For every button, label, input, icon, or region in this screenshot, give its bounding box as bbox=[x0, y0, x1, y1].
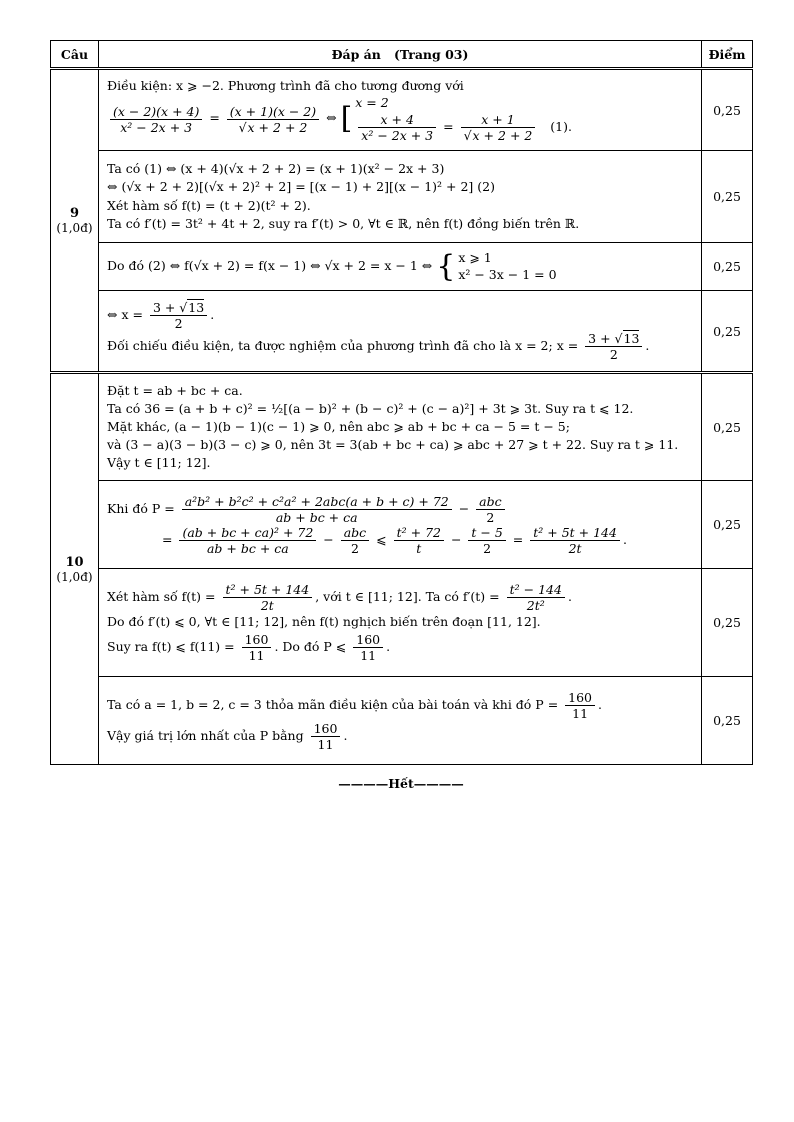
q10-step-1: Đặt t = ab + bc + ca. bbox=[107, 382, 243, 398]
q10-step-3: Mặt khác, (a − 1)(b − 1)(c − 1) ⩾ 0, nên abc ⩾ ab + bc + ca − 5 = t − 5; bbox=[107, 418, 570, 434]
q10-monotonic: Do đó f′(t) ⩽ 0, ∀t ∈ [11; 12], nên f(t) nghịch biến trên đoạn [11, 12]. bbox=[107, 614, 541, 630]
q10-f-derivative: , với t ∈ [11; 12]. Ta có f′(t) = bbox=[315, 589, 500, 605]
q10-max: Vậy giá trị lớn nhất của P bằng bbox=[107, 727, 304, 743]
q10-label bbox=[51, 373, 99, 765]
q10-step-4: và (3 − a)(3 − b)(3 − c) ⩾ 0, nên 3t = 3(ab + bc + ca) ⩾ abc + 27 ⩾ t + 22. Suy ra t ⩾ 11. bbox=[107, 437, 679, 453]
header-cau: Câu bbox=[51, 41, 99, 69]
q10-number: 10 bbox=[65, 554, 84, 570]
q10-row-3 bbox=[51, 569, 753, 677]
q9-row-4 bbox=[51, 291, 753, 373]
answer-table bbox=[50, 40, 753, 765]
q10-answer-3: Xét hàm số f(t) = $\frac{\text{t² + 5t + 144}}{2t}$ , với t ∈ [11; 12]. Ta có f′(t) = $\frac{\text{t² − 144}}{\text{2t²}}$ . Do đó f′(t) ⩽ 0, ∀t ∈ [11; 12], nên f(t) nghịch biến trên đoạn [11, 12]. Suy ra f(t) ⩽ f(11) = $\frac{160}{11}$ . Do đó P ⩽ $\frac{160}{11}$ . bbox=[99, 569, 702, 677]
q9-score-1: 0,25 bbox=[702, 69, 753, 151]
q9-answer-3: Do đó (2) ⇔ f(√x + 2) = f(x − 1) ⇔ √x + 2 = x − 1 ⇔ { x ⩾ 1 x² − 3x − 1 = 0 bbox=[99, 243, 702, 291]
q9-score-2: 0,25 bbox=[702, 151, 753, 243]
q9-score-3: 0,25 bbox=[702, 243, 753, 291]
q9-row-3 bbox=[51, 243, 753, 291]
q10-answer-2: Khi đó P = $\frac{\text{a²b² + b²c² + c²a² + 2abc(a + b + c) + 72}}{ab + bc + ca}$ − $\frac{\text{abc}}{2}$ = $\frac{\text{(ab + bc + ca)² + 72}}{ab + bc + ca}$ − $\frac{\text{abc}}{2}$ ⩽ $\frac{\text{t² + 72}}{t}$ − $\frac{t - 5}{2}$ = $\frac{\text{t² + 5t + 144}}{2t}$ . bbox=[99, 481, 702, 569]
q9-answer-1 bbox=[99, 69, 702, 151]
q9-solution: ⇔ x = bbox=[107, 307, 143, 322]
q10-equality: Ta có a = 1, b = 2, c = 3 thỏa mãn điều kiện của bài toán và khi đó P = bbox=[107, 696, 559, 712]
q10-answer-4: Ta có a = 1, b = 2, c = 3 thỏa mãn điều kiện của bài toán và khi đó P = $\frac{160}{11}$ . Vậy giá trị lớn nhất của P bằng $\frac{160}{11}$ . bbox=[99, 677, 702, 765]
q9-step-4: Ta có f′(t) = 3t² + 4t + 2, suy ra f′(t) > 0, ∀t ∈ ℝ, nên f(t) đồng biến trên ℝ. bbox=[107, 215, 580, 231]
q10-row-2 bbox=[51, 481, 753, 569]
q10-step-2: Ta có 36 = (a + b + c)² = ½[(a − b)² + (b − c)² + (c − a)²] + 3t ⩾ 3t. Suy ra t ⩽ 12. bbox=[107, 400, 634, 416]
header-diem: Điểm bbox=[702, 41, 753, 69]
q10-p-def: Khi đó P = bbox=[107, 500, 175, 516]
q10-row-1 bbox=[51, 373, 753, 481]
q9-step-2: ⇔ (√x + 2 + 2)[(√x + 2)² + 2] = [(x − 1) + 2][(x − 1)² + 2] (2) bbox=[107, 179, 495, 195]
q9-condition: Điều kiện: x ⩾ −2. Phương trình đã cho tương đương với bbox=[107, 78, 464, 94]
q10-points: (1,0đ) bbox=[56, 569, 93, 584]
q9-reduction: Do đó (2) ⇔ f(√x + 2) = f(x − 1) ⇔ √x + 2 = x − 1 ⇔ bbox=[107, 258, 433, 273]
q10-p-bound: . Do đó P ⩽ bbox=[274, 638, 347, 654]
q9-sys-1: x ⩾ 1 bbox=[458, 250, 492, 266]
q9-answer-2 bbox=[99, 151, 702, 243]
answer-page bbox=[50, 40, 752, 791]
q9-number: 9 bbox=[69, 206, 80, 221]
q9-label bbox=[51, 69, 99, 373]
q9-step-3: Xét hàm số f(t) = (t + 2)(t² + 2). bbox=[107, 197, 311, 213]
q9-answer-4: ⇔ x = $\frac{3 + √13}{2}$ . Đối chiếu điều kiện, ta được nghiệm của phương trình đã cho là x = 2; x = $\frac{3 + √13}{2}$ . bbox=[99, 291, 702, 373]
q10-answer-1 bbox=[99, 373, 702, 481]
q10-score-1: 0,25 bbox=[702, 373, 753, 481]
q10-row-4 bbox=[51, 677, 753, 765]
table-header bbox=[51, 41, 753, 69]
q9-row-1 bbox=[51, 69, 753, 151]
header-dap-an bbox=[99, 41, 702, 69]
q9-row-2 bbox=[51, 151, 753, 243]
q10-score-3: 0,25 bbox=[702, 569, 753, 677]
q10-step-5: Vậy t ∈ [11; 12]. bbox=[107, 455, 211, 471]
q10-f-def: Xét hàm số f(t) = bbox=[107, 589, 216, 605]
q9-points: (1,0đ) bbox=[56, 221, 93, 235]
q10-bound: Suy ra f(t) ⩽ f(11) = bbox=[107, 638, 235, 654]
q9-step-1: Ta có (1) ⇔ (x + 4)(√x + 2 + 2) = (x + 1)(x² − 2x + 3) bbox=[107, 161, 445, 177]
q9-sys-2: x² − 3x − 1 = 0 bbox=[458, 266, 557, 282]
q9-score-4: 0,25 bbox=[702, 291, 753, 373]
footer-end: ————Hết———— bbox=[338, 776, 464, 791]
header-dap-an-label: Đáp án bbox=[331, 46, 381, 62]
q9-conclusion: Đối chiếu điều kiện, ta được nghiệm của phương trình đã cho là x = 2; x = bbox=[107, 338, 579, 353]
q9-equivalence: $\frac{(x - 2)(x + 4)}{\text{x² − 2x + 3}}$ = $\frac{(x + 1)(x - 2)}{√x + 2 + 2}$ ⇔ [ x = 2 $\frac{x + 4}{\text{x² − 2x + 3}}$ = $\frac{x + 1}{√x + 2 + 2}$ (1). bbox=[107, 95, 693, 142]
header-page-label: (Trang 03) bbox=[393, 46, 469, 62]
q10-score-4: 0,25 bbox=[702, 677, 753, 765]
q10-score-2: 0,25 bbox=[702, 481, 753, 569]
